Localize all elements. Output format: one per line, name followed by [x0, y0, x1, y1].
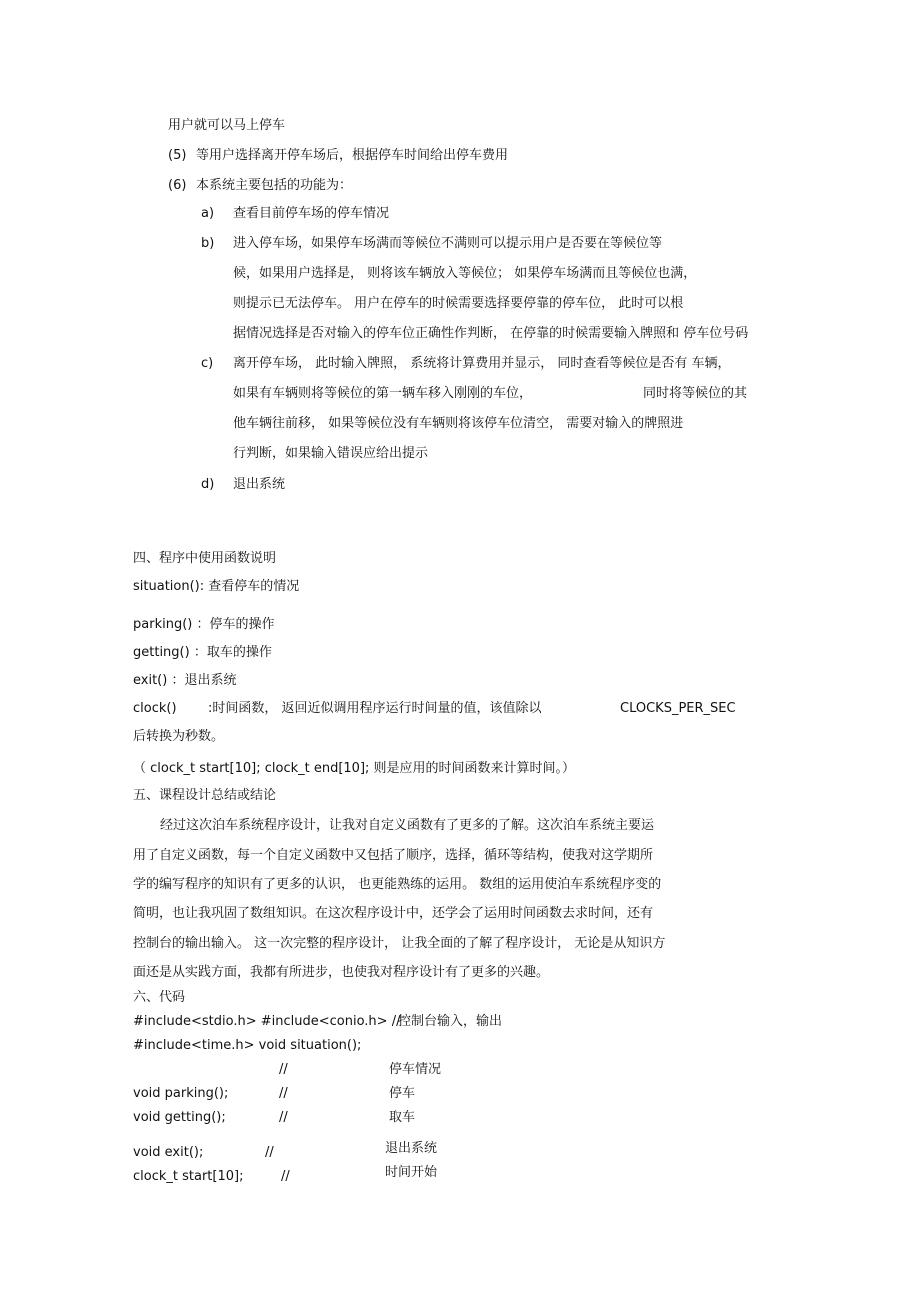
code-comment: 停车	[389, 1086, 416, 1101]
code-line: void exit();	[133, 1145, 204, 1160]
code-comment: 控制台输入，输出	[398, 1014, 503, 1029]
summary-paragraph-line: 面还是从实践方面，我都有所进步，也使我对程序设计有了更多的兴趣。	[133, 965, 550, 980]
item-6-text: 本系统主要包括的功能为：	[196, 178, 353, 193]
sub-item-d-label: d)	[201, 477, 215, 492]
sub-item-a-label: a)	[201, 206, 215, 221]
function-clock-description: :时间函数， 返回近似调用程序运行时间量的值，该值除以	[208, 701, 542, 716]
function-clock-note: （ clock_t start[10]; clock_t end[10]; 则是应用的时间函数来计算时间。）	[133, 761, 576, 776]
summary-paragraph-line: 经过这次泊车系统程序设计，让我对自定义函数有了更多的了解。这次泊车系统主要运	[160, 818, 655, 833]
section-4-heading: 四、程序中使用函数说明	[133, 551, 277, 566]
code-comment-marker: //	[265, 1145, 274, 1160]
code-line: void getting();	[133, 1110, 226, 1125]
code-comment: 时间开始	[385, 1165, 438, 1180]
item-6-number: (6)	[168, 178, 187, 193]
continuation-line: 用户就可以马上停车	[168, 118, 286, 133]
function-clock-name: clock()	[133, 701, 177, 716]
section-5-heading: 五、课程设计总结或结论	[133, 788, 277, 803]
summary-paragraph-line: 用了自定义函数，每一个自定义函数中又包括了顺序，选择，循环等结构，使我对这学期所	[133, 848, 654, 863]
sub-item-c-line: 如果有车辆则将等候位的第一辆车移入刚刚的车位，	[233, 386, 533, 401]
code-line: #include<time.h> void situation();	[133, 1038, 362, 1053]
section-6-heading: 六、代码	[133, 990, 186, 1005]
function-exit: exit() ：退出系统	[133, 673, 237, 688]
sub-item-c-line: 他车辆往前移， 如果等候位没有车辆则将该停车位清空， 需要对输入的牌照进	[233, 416, 684, 431]
sub-item-b-line: 进入停车场，如果停车场满而等候位不满则可以提示用户是否要在等候位等	[233, 236, 663, 251]
sub-item-b-line: 据情况选择是否对输入的停车位正确性作判断， 在停靠的时候需要输入牌照和 停车位号码	[233, 326, 749, 341]
sub-item-a-text: 查看目前停车场的停车情况	[233, 206, 390, 221]
item-5-text: 等用户选择离开停车场后，根据停车时间给出停车费用	[196, 148, 509, 163]
code-comment-marker: //	[279, 1062, 288, 1077]
code-comment: 停车情况	[389, 1062, 442, 1077]
sub-item-c-line: 离开停车场， 此时输入牌照， 系统将计算费用并显示， 同时查看等候位是否有 车辆，	[233, 356, 731, 371]
summary-paragraph-line: 学的编写程序的知识有了更多的认识， 也更能熟练的运用。 数组的运用使泊车系统程序变的	[133, 877, 662, 892]
function-parking: parking() ：停车的操作	[133, 617, 275, 632]
summary-paragraph-line: 简明，也让我巩固了数组知识。在这次程序设计中，还学会了运用时间函数去求时间，还有	[133, 906, 654, 921]
code-comment: 取车	[389, 1110, 416, 1125]
code-comment-marker: //	[279, 1086, 288, 1101]
sub-item-c-line: 行判断，如果输入错误应给出提示	[233, 446, 429, 461]
sub-item-b-line: 则提示已无法停车。 用户在停车的时候需要选择要停靠的停车位， 此时可以根	[233, 296, 684, 311]
code-comment: 退出系统	[385, 1141, 438, 1156]
item-5-number: (5)	[168, 148, 187, 163]
summary-paragraph-line: 控制台的输出输入。 这一次完整的程序设计， 让我全面的了解了程序设计， 无论是从知识方	[133, 936, 666, 951]
function-situation: situation(): 查看停车的情况	[133, 579, 300, 594]
code-line: void parking();	[133, 1086, 229, 1101]
function-clock-constant: CLOCKS_PER_SEC	[620, 701, 736, 716]
sub-item-b-label: b)	[201, 236, 215, 251]
code-comment-marker: //	[281, 1169, 290, 1184]
code-line: clock_t start[10];	[133, 1169, 244, 1184]
function-clock-continuation: 后转换为秒数。	[133, 729, 225, 744]
code-comment-marker: //	[279, 1110, 288, 1125]
sub-item-c-line: 同时将等候位的其	[643, 386, 748, 401]
function-getting: getting() ：取车的操作	[133, 645, 272, 660]
code-line: #include<stdio.h> #include<conio.h> //	[133, 1014, 401, 1029]
sub-item-d-text: 退出系统	[233, 477, 286, 492]
sub-item-c-label: c)	[201, 356, 214, 371]
sub-item-b-line: 候，如果用户选择是， 则将该车辆放入等候位； 如果停车场满而且等候位也满，	[233, 266, 697, 281]
